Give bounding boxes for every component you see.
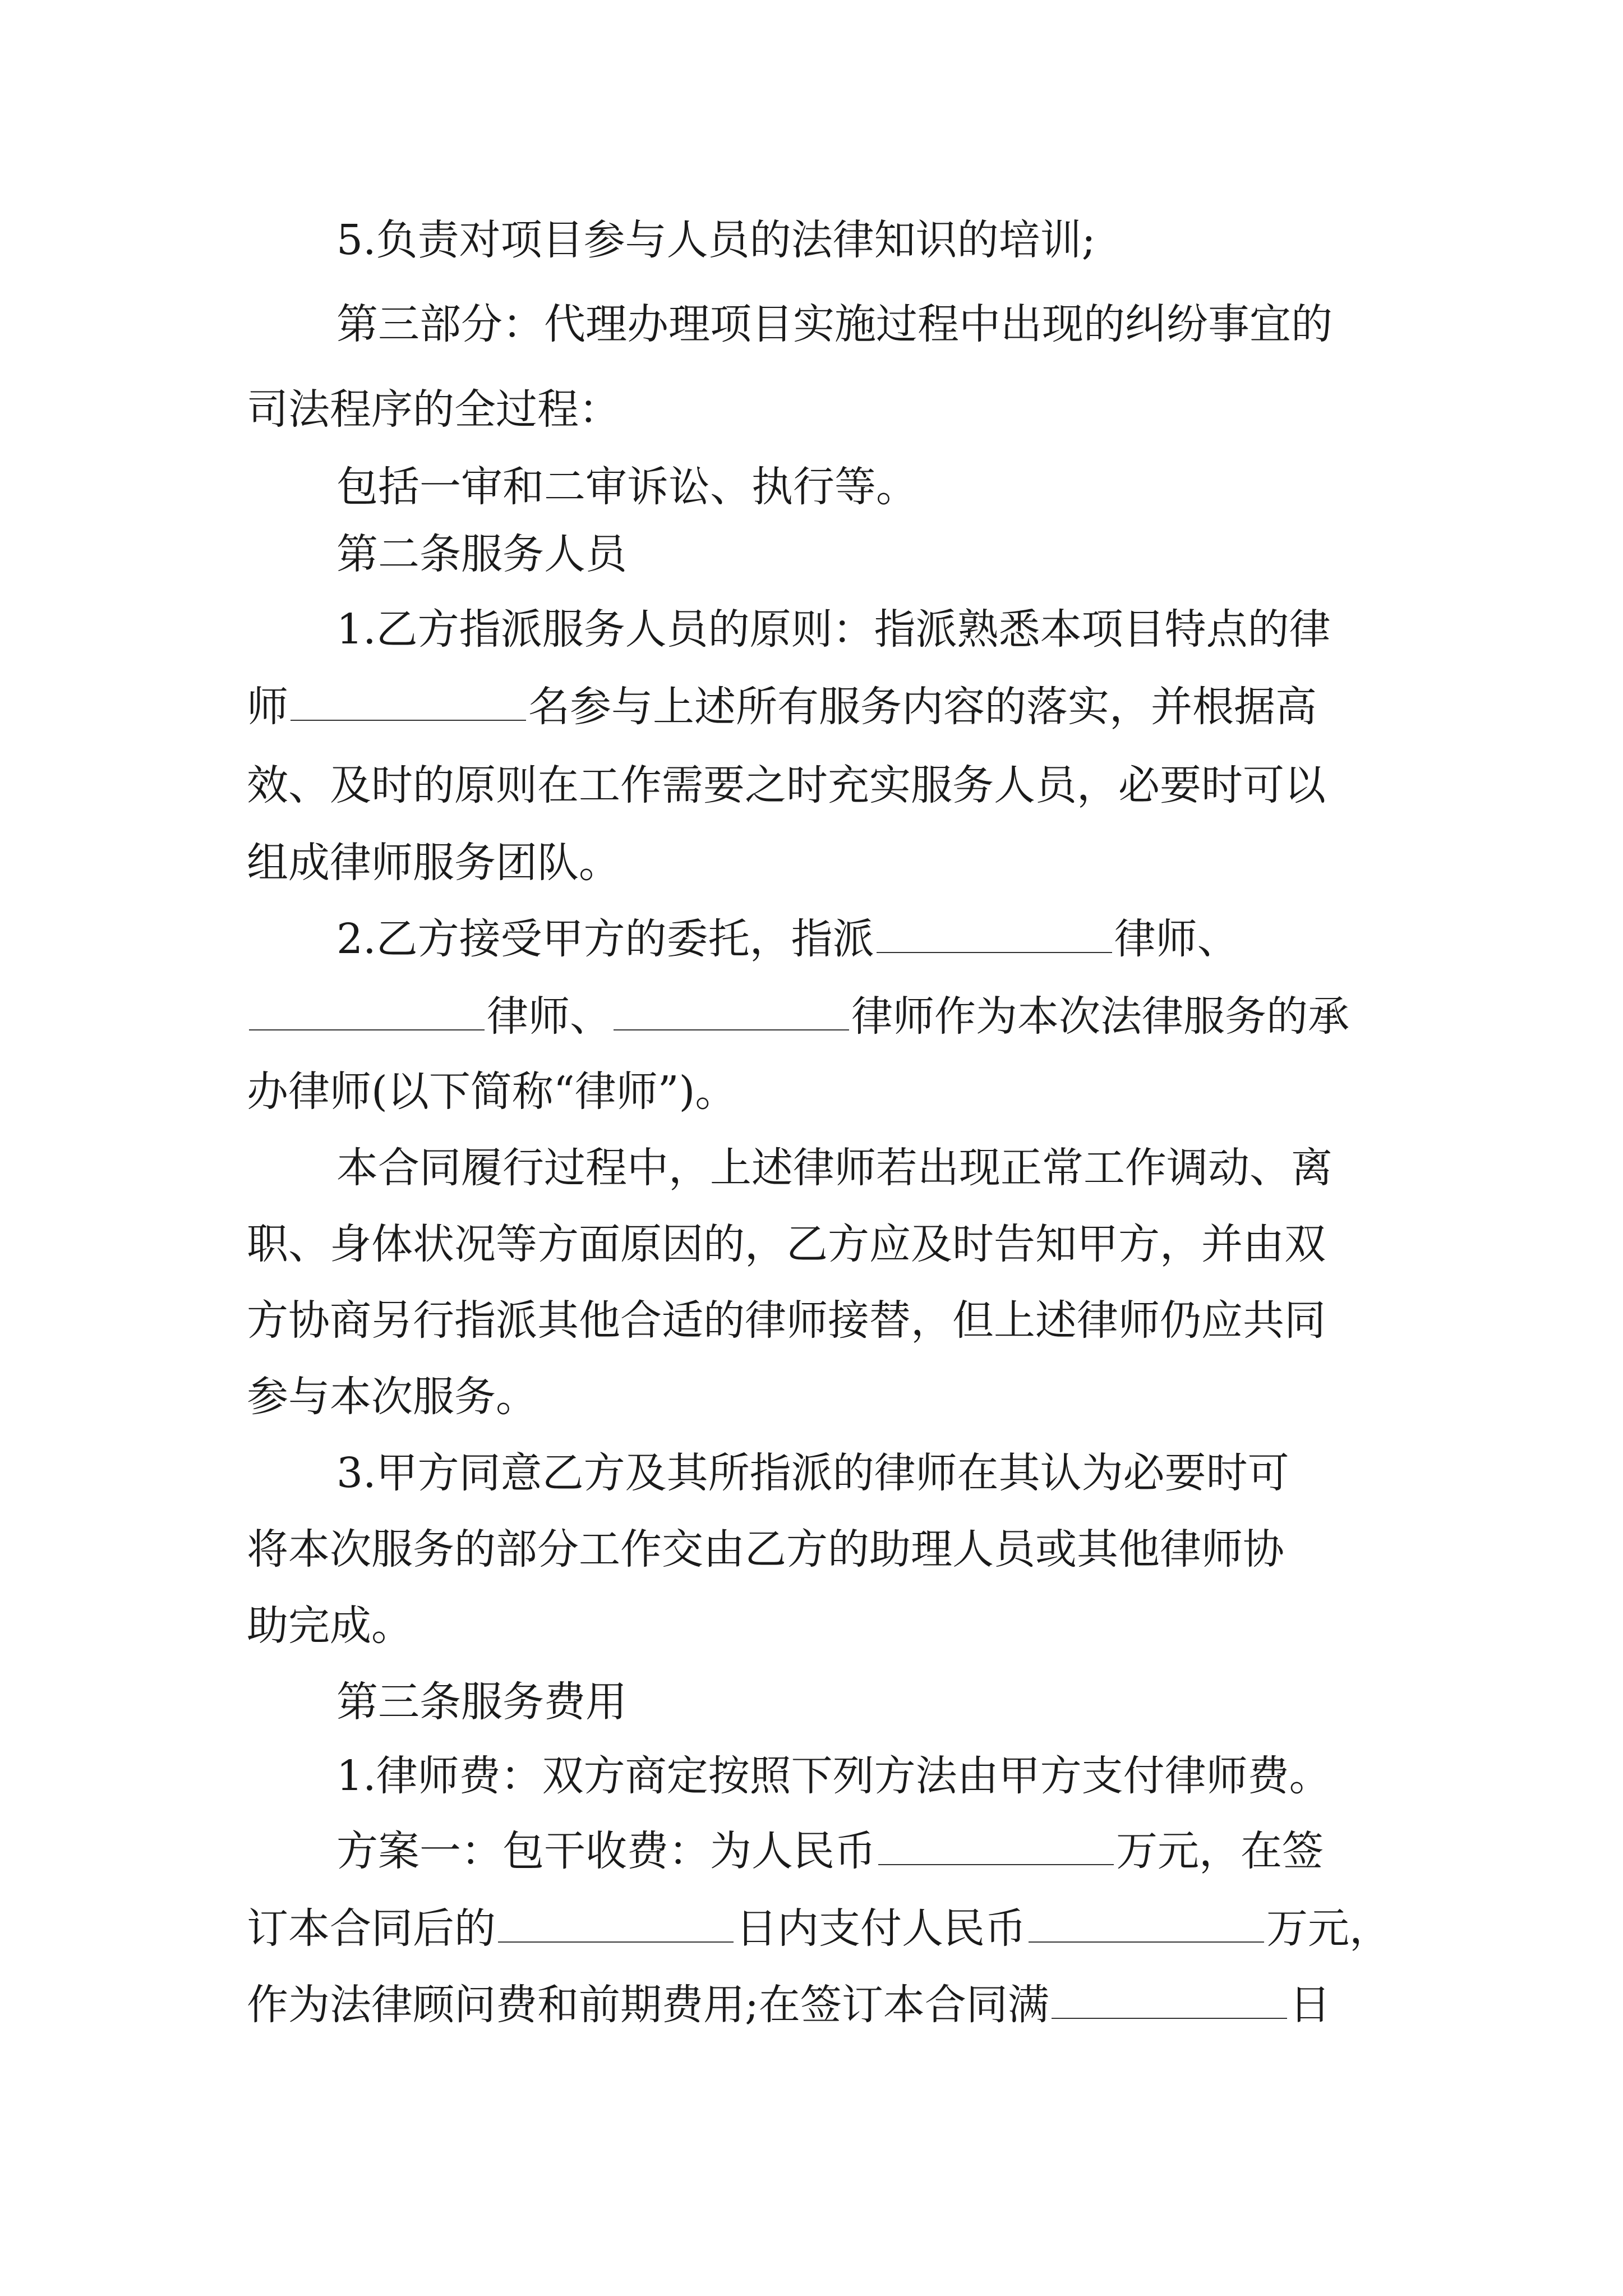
line-text: 职、身体状况等方面原因的，乙方应及时告知甲方，并由双 xyxy=(247,1220,1326,1268)
blank-underline xyxy=(291,680,526,721)
line-text: 包括一审和二审诉讼、执行等。 xyxy=(336,463,917,511)
section-heading xyxy=(336,1674,627,1730)
text-line xyxy=(247,757,1326,813)
text-line xyxy=(336,601,1331,657)
blank-underline xyxy=(877,913,1112,953)
line-text: 律师作为本次法律服务的承 xyxy=(851,992,1349,1041)
blank-underline xyxy=(249,990,485,1030)
text-line xyxy=(336,911,1239,967)
text-line xyxy=(336,1823,1324,1879)
text-line xyxy=(247,1064,736,1120)
line-text: 第二条服务人员 xyxy=(336,530,627,578)
line-text: 日内支付人民币 xyxy=(736,1904,1026,1953)
line-text: 司法程序的全过程： xyxy=(247,385,620,434)
line-text: 2.乙方接受甲方的委托，指派 xyxy=(336,915,874,963)
line-text: 1.乙方指派服务人员的原则：指派熟悉本项目特点的律 xyxy=(336,605,1331,654)
text-line xyxy=(247,381,620,438)
section-heading xyxy=(336,526,627,582)
line-text: 作为法律顾问费和前期费用;在签订本合同满 xyxy=(247,1981,1049,2029)
line-text: 组成律师服务团队。 xyxy=(247,839,620,887)
line-text: 律师、 xyxy=(1114,915,1239,963)
text-line xyxy=(247,988,1349,1045)
text-line xyxy=(247,1521,1284,1577)
line-text: 万元， xyxy=(1266,1904,1391,1953)
line-text: 方协商另行指派其他合适的律师接替，但上述律师仍应共同 xyxy=(247,1296,1326,1345)
line-text: 参与本次服务。 xyxy=(247,1373,537,1421)
text-line xyxy=(336,1140,1332,1196)
line-text: 5.负责对项目参与人员的法律知识的培训; xyxy=(336,216,1096,264)
line-text: 1.律师费：双方商定按照下列方法由甲方支付律师费。 xyxy=(336,1752,1331,1800)
text-line xyxy=(336,1748,1331,1804)
text-line xyxy=(247,1977,1331,2033)
text-line xyxy=(247,1901,1391,1957)
line-text: 效、及时的原则在工作需要之时充实服务人员，必要时可以 xyxy=(247,761,1326,809)
line-text: 本合同履行过程中，上述律师若出现正常工作调动、离 xyxy=(336,1144,1332,1192)
text-line xyxy=(247,679,1317,735)
line-text: 助完成。 xyxy=(247,1602,413,1650)
line-text: 日 xyxy=(1289,1981,1331,2029)
line-text: 万元，在签 xyxy=(1116,1827,1324,1875)
text-line xyxy=(247,1598,413,1654)
blank-underline xyxy=(878,1825,1114,1865)
line-text: 第三部分：代理办理项目实施过程中出现的纠纷事宜的 xyxy=(336,300,1332,348)
blank-underline xyxy=(1052,1978,1287,2019)
text-line xyxy=(336,1445,1289,1501)
text-line xyxy=(247,1216,1326,1272)
text-line xyxy=(336,212,1096,268)
text-line xyxy=(247,1369,537,1425)
line-text: 名参与上述所有服务内容的落实，并根据高 xyxy=(528,683,1317,731)
line-text: 律师、 xyxy=(487,992,611,1041)
line-text: 方案一：包干收费：为人民币 xyxy=(336,1827,876,1875)
line-text: 将本次服务的部分工作交由乙方的助理人员或其他律师协 xyxy=(247,1525,1284,1573)
blank-underline xyxy=(614,990,849,1030)
line-text: 办律师(以下简称“律师”)。 xyxy=(247,1068,737,1116)
text-line xyxy=(336,459,917,515)
line-text: 3.甲方同意乙方及其所指派的律师在其认为必要时可 xyxy=(336,1449,1289,1497)
text-line xyxy=(247,835,620,891)
line-text: 订本合同后的 xyxy=(247,1904,496,1953)
line-text: 师 xyxy=(247,683,288,731)
text-line xyxy=(247,1292,1326,1349)
line-text: 第三条服务费用 xyxy=(336,1678,627,1726)
blank-underline xyxy=(498,1902,734,1943)
blank-underline xyxy=(1029,1902,1264,1943)
text-line xyxy=(336,296,1332,352)
